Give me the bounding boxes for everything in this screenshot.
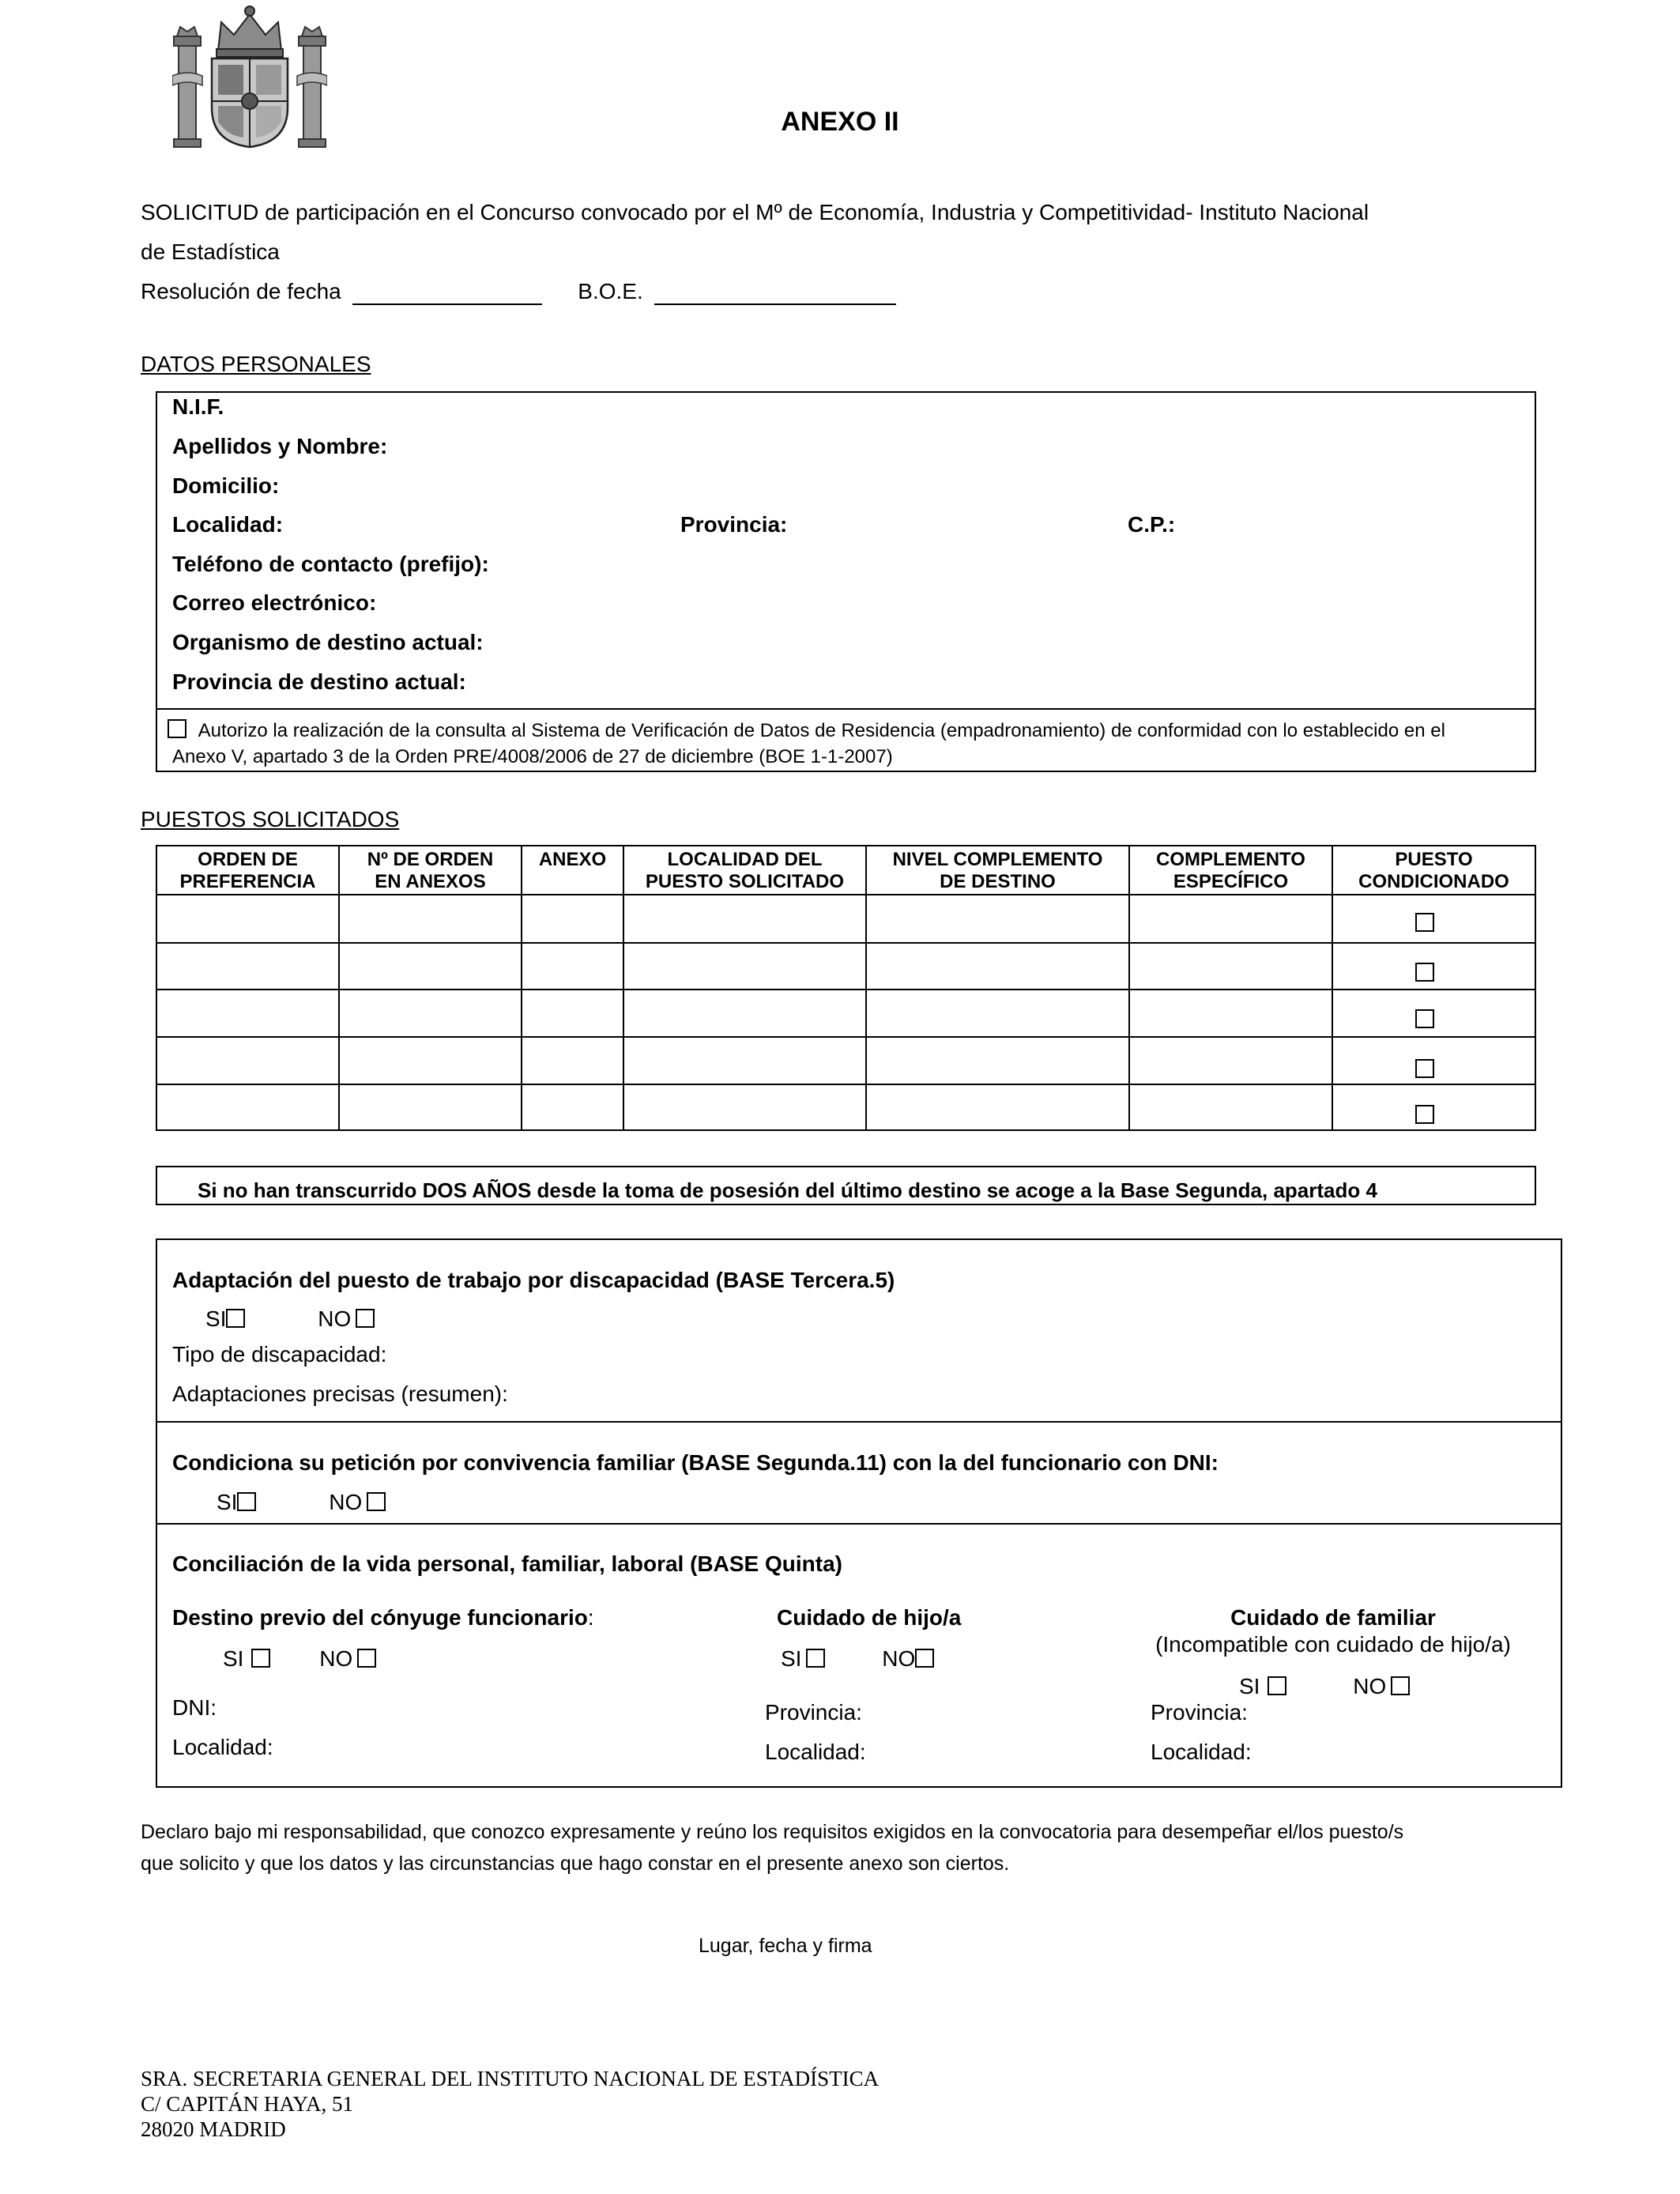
familiar-provincia-label: Provincia: (1151, 1700, 1248, 1725)
resolucion-row (141, 278, 896, 305)
adaptaciones-label: Adaptaciones precisas (resumen): (172, 1382, 508, 1406)
domicilio-label: Domicilio: (172, 473, 280, 498)
conyuge-title: Destino previo del cónyuge funcionario: (172, 1605, 594, 1630)
cp-label: C.P.: (1128, 512, 1176, 537)
col-header-complemento: COMPLEMENTO ESPECÍFICO (1156, 849, 1305, 892)
hijo-no-checkbox[interactable] (915, 1649, 934, 1668)
condicionado-checkbox-2[interactable] (1415, 963, 1434, 982)
adaptacion-title: Adaptación del puesto de trabajo por discapacidad (BASE Tercera.5) (172, 1268, 895, 1292)
familiar-localidad-label: Localidad: (1151, 1740, 1252, 1764)
localidad-label: Localidad: (172, 512, 284, 537)
autorizo-text-1: Autorizo la realización de la consulta al Sistema de Verificación de Datos de Residencia (empadronamiento) de conformidad con lo establecido en el (198, 720, 1445, 741)
dos-anos-text: Si no han transcurrido DOS AÑOS desde la toma de posesión del último destino se acoge a la Base Segunda, apartado 4 (198, 1178, 1377, 1202)
declaracion-line-2: que solicito y que los datos y las circunstancias que hago constar en el presente anexo son ciertos. (141, 1853, 1010, 1875)
intro-line-2: de Estadística (141, 239, 280, 264)
conyuge-options: SI NO (223, 1646, 376, 1672)
col-header-numero: Nº DE ORDEN EN ANEXOS (367, 849, 494, 892)
hijo-localidad-label: Localidad: (765, 1740, 866, 1764)
familiar-subtitle: (Incompatible con cuidado de hijo/a) (1155, 1632, 1511, 1657)
col-header-nivel: NIVEL COMPLEMENTO DE DESTINO (892, 849, 1103, 892)
declaracion-line-1: Declaro bajo mi responsabilidad, que conozco expresamente y reúno los requisitos exigidos en la convocatoria para desempeñar el/los puesto/s (141, 1821, 1404, 1843)
telefono-label: Teléfono de contacto (prefijo): (172, 552, 489, 576)
hijo-provincia-label: Provincia: (765, 1700, 862, 1725)
provincia-label: Provincia: (680, 512, 788, 537)
familiar-title: Cuidado de familiar (1230, 1605, 1436, 1630)
page-title: ANEXO II (781, 107, 899, 137)
resolucion-label: Resolución de fecha (141, 279, 341, 303)
familiar-no-checkbox[interactable] (1391, 1676, 1410, 1695)
apellidos-label: Apellidos y Nombre: (172, 434, 388, 458)
familiar-si-checkbox[interactable] (1268, 1676, 1286, 1695)
datos-divider (156, 708, 1536, 710)
tipo-discapacidad-label: Tipo de discapacidad: (172, 1342, 387, 1367)
footer-line-2: C/ CAPITÁN HAYA, 51 (141, 2092, 354, 2116)
condiciona-si-checkbox[interactable] (237, 1492, 256, 1511)
provincia-destino-label: Provincia de destino actual: (172, 669, 466, 694)
boe-field[interactable] (654, 283, 896, 305)
resolucion-date-field[interactable] (352, 283, 542, 305)
col-header-anexo: ANEXO (538, 849, 607, 870)
autorizo-text-2: Anexo V, apartado 3 de la Orden PRE/4008/2006 de 27 de diciembre (BOE 1-1-2007) (172, 746, 893, 767)
adaptacion-si-checkbox[interactable] (226, 1309, 245, 1328)
conyuge-dni-label: DNI: (172, 1695, 217, 1720)
condiciona-title: Condiciona su petición por convivencia familiar (BASE Segunda.11) con la del funcionario con DNI: (172, 1450, 1219, 1475)
boe-label: B.O.E. (578, 279, 643, 303)
condiciona-no-checkbox[interactable] (367, 1492, 386, 1511)
puestos-heading: PUESTOS SOLICITADOS (141, 807, 400, 831)
autorizo-checkbox[interactable] (168, 719, 186, 738)
footer-line-1: SRA. SECRETARIA GENERAL DEL INSTITUTO NACIONAL DE ESTADÍSTICA (141, 2067, 880, 2090)
condiciona-options: SI NO (217, 1489, 386, 1516)
autorizo-row (168, 719, 1445, 743)
col-header-condicionado: PUESTO CONDICIONADO (1358, 849, 1509, 892)
hijo-si-checkbox[interactable] (806, 1649, 825, 1668)
col-header-localidad: LOCALIDAD DEL PUESTO SOLICITADO (645, 849, 845, 892)
footer-line-3: 28020 MADRID (141, 2117, 286, 2141)
organismo-label: Organismo de destino actual: (172, 630, 484, 654)
familiar-options: SI NO (1239, 1673, 1410, 1700)
firma-label: Lugar, fecha y firma (699, 1935, 872, 1957)
condicionado-checkbox-5[interactable] (1415, 1105, 1434, 1124)
col-header-orden: ORDEN DE PREFERENCIA (179, 849, 316, 892)
condicionado-checkbox-1[interactable] (1415, 913, 1434, 932)
correo-label: Correo electrónico: (172, 590, 377, 615)
adaptacion-no-checkbox[interactable] (356, 1309, 375, 1328)
condicionado-checkbox-4[interactable] (1415, 1059, 1434, 1078)
condicionado-checkbox-3[interactable] (1415, 1009, 1434, 1028)
adaptacion-options: SI NO (205, 1306, 375, 1333)
conyuge-si-checkbox[interactable] (251, 1649, 270, 1668)
hijo-options: SI NO (781, 1646, 934, 1672)
conciliacion-title: Conciliación de la vida personal, familiar, laboral (BASE Quinta) (172, 1551, 842, 1576)
conyuge-localidad-label: Localidad: (172, 1735, 273, 1759)
intro-line-1: SOLICITUD de participación en el Concurso convocado por el Mº de Economía, Industria y Competitividad- Instituto Nacional (141, 200, 1369, 224)
nif-label: N.I.F. (172, 394, 224, 419)
conyuge-no-checkbox[interactable] (357, 1649, 376, 1668)
datos-personales-heading: DATOS PERSONALES (141, 352, 371, 376)
hijo-title: Cuidado de hijo/a (777, 1605, 962, 1630)
